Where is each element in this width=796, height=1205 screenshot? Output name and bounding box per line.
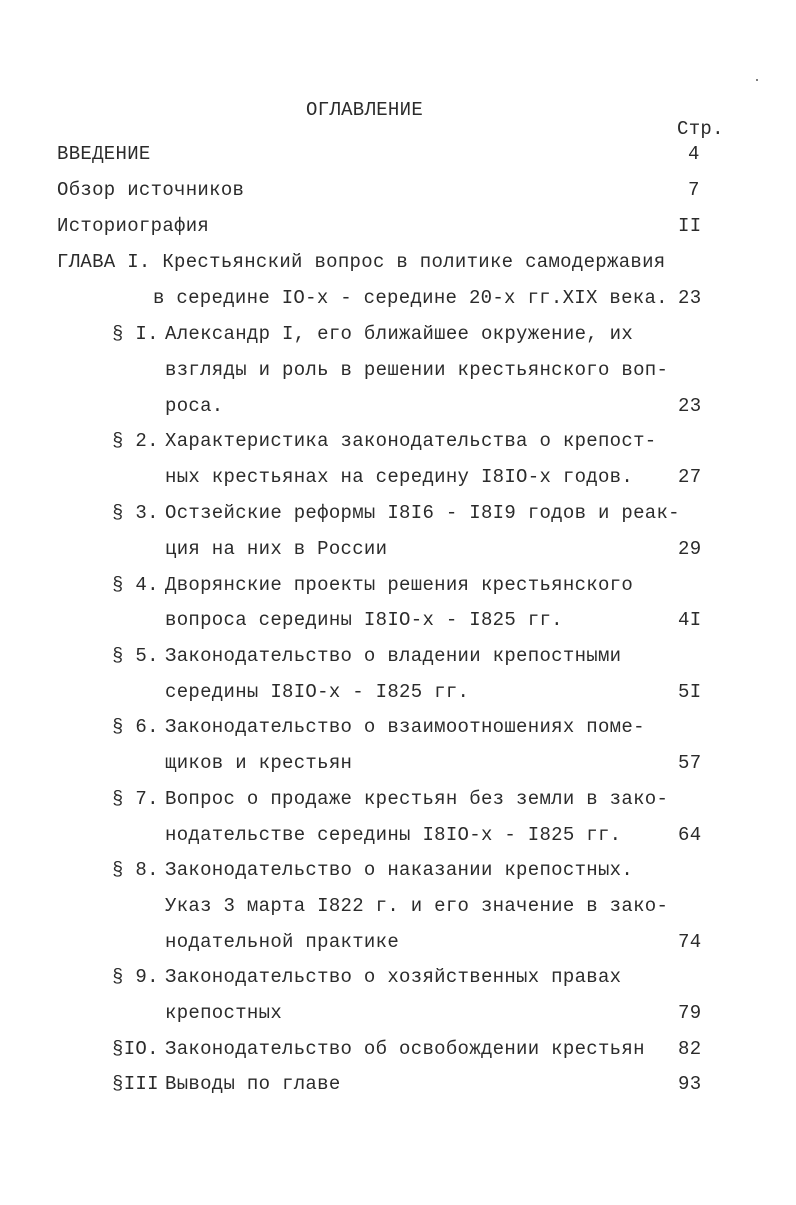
- section-title: Законодательство о владении крепостными: [165, 645, 622, 667]
- section-title-cont: крепостных: [165, 1002, 283, 1024]
- toc-page-number: 57: [678, 752, 702, 774]
- section-title-cont: Указ 3 марта I822 г. и его значение в зако-: [165, 895, 669, 917]
- toc-entry-sources: Обзор источников: [57, 179, 245, 201]
- toc-title: ОГЛАВЛЕНИЕ: [306, 99, 424, 121]
- toc-chapter-title: ГЛАВА I. Крестьянский вопрос в политике самодержавия: [57, 251, 666, 273]
- section-number: § 4.: [112, 574, 159, 596]
- toc-page-number: 79: [678, 1002, 702, 1024]
- toc-page-number: 27: [678, 466, 702, 488]
- section-title: Александр I, его ближайшее окружение, их: [165, 323, 634, 345]
- toc-page-number: 5I: [678, 681, 702, 703]
- toc-page-number: 4: [688, 143, 700, 165]
- toc-chapter-title-cont: в середине IO-х - середине 20-х гг.XIX века.: [153, 287, 668, 309]
- section-title: Законодательство об освобождении крестьян: [165, 1038, 645, 1060]
- toc-page-number: 23: [678, 287, 702, 309]
- section-number: § I.: [112, 323, 159, 345]
- toc-page-number: 64: [678, 824, 702, 846]
- toc-page-number: 4I: [678, 609, 702, 631]
- toc-page-number: 23: [678, 395, 702, 417]
- section-title: Законодательство о взаимоотношениях поме-: [165, 716, 645, 738]
- section-title: Законодательство о наказании крепостных.: [165, 859, 634, 881]
- section-title: Вопрос о продаже крестьян без земли в зако-: [165, 788, 669, 810]
- section-title-cont: щиков и крестьян: [165, 752, 353, 774]
- section-number: § 8.: [112, 859, 159, 881]
- scan-speck: [756, 79, 758, 81]
- section-title: Законодательство о хозяйственных правах: [165, 966, 622, 988]
- section-title: Характеристика законодательства о крепост-: [165, 430, 657, 452]
- page-column-header: Стр.: [677, 118, 724, 140]
- section-title: Выводы по главе: [165, 1073, 341, 1095]
- section-title-cont: роса.: [165, 395, 224, 417]
- toc-page-number: II: [678, 215, 702, 237]
- section-number: §III: [112, 1073, 159, 1095]
- section-number: § 6.: [112, 716, 159, 738]
- section-title-cont: ция на них в России: [165, 538, 388, 560]
- section-number: § 3.: [112, 502, 159, 524]
- section-title-cont: вопроса середины I8IO-х - I825 гг.: [165, 609, 563, 631]
- toc-page-number: 93: [678, 1073, 702, 1095]
- section-title-cont: ных крестьянах на середину I8IO-х годов.: [165, 466, 634, 488]
- toc-page-number: 82: [678, 1038, 702, 1060]
- section-title-cont: взгляды и роль в решении крестьянского воп-: [165, 359, 669, 381]
- section-number: § 9.: [112, 966, 159, 988]
- section-title-cont: середины I8IO-х - I825 гг.: [165, 681, 470, 703]
- section-number: §IO.: [112, 1038, 159, 1060]
- section-title-cont: нодательной практике: [165, 931, 400, 953]
- section-title: Дворянские проекты решения крестьянского: [165, 574, 634, 596]
- toc-page-number: 7: [688, 179, 700, 201]
- toc-entry-historiography: Историография: [57, 215, 210, 237]
- section-title: Остзейские реформы I8I6 - I8I9 годов и реак-: [165, 502, 680, 524]
- section-number: § 7.: [112, 788, 159, 810]
- section-title-cont: нодательстве середины I8IO-х - I825 гг.: [165, 824, 622, 846]
- toc-page-number: 29: [678, 538, 702, 560]
- toc-page-number: 74: [678, 931, 702, 953]
- section-number: § 2.: [112, 430, 159, 452]
- toc-entry-intro: ВВЕДЕНИЕ: [57, 143, 151, 165]
- section-number: § 5.: [112, 645, 159, 667]
